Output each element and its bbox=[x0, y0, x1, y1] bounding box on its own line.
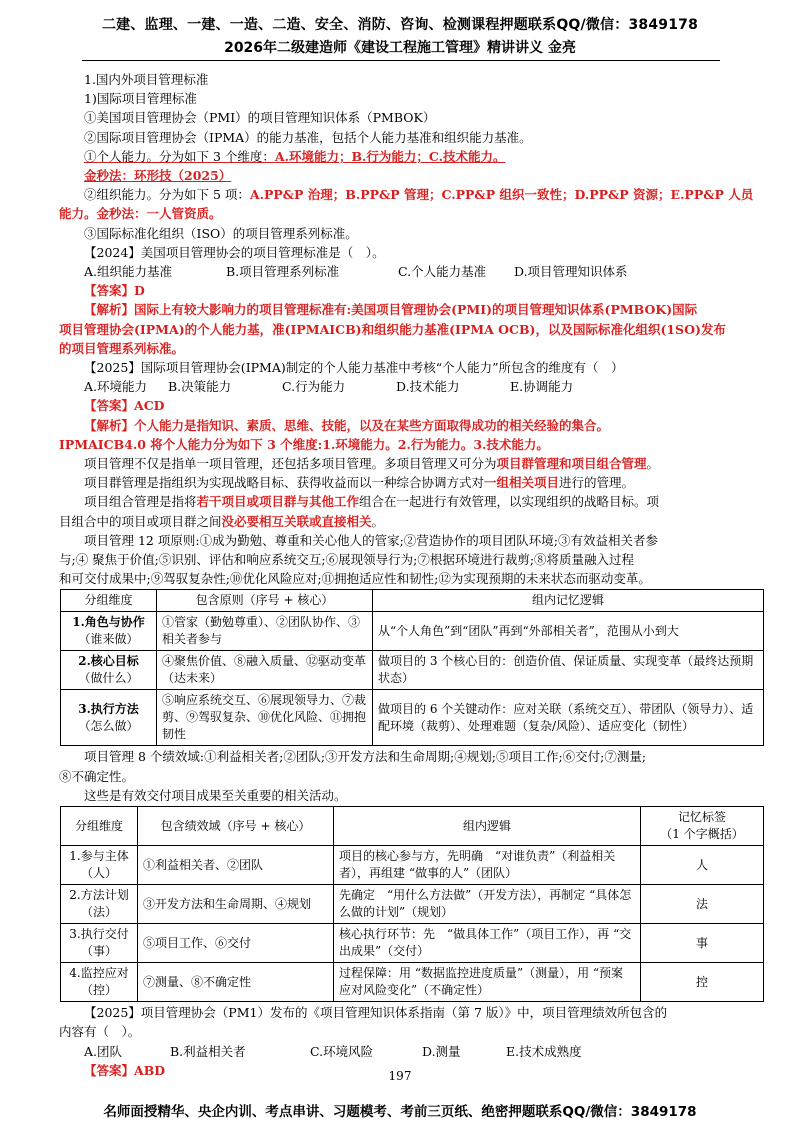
question-2025-pmbok-options bbox=[84, 1042, 764, 1061]
paragraph: ③国际标准化组织（ISO）的项目管理系列标准。 bbox=[84, 225, 358, 241]
option: A.团队 bbox=[84, 1043, 123, 1059]
question-2025-stem: 【2025】国际项目管理协会(IPMA)制定的个人能力基准中考核“个人能力”所包含的维度有（ ） bbox=[84, 360, 624, 376]
table-cell: ⑤项目工作、⑥交付 bbox=[138, 924, 334, 963]
paragraph-portfolio-mgmt: 项目组合管理是指将若干项目或项目群与其他工作组合在一起进行有效管理，以实现组织的战略目标。项 bbox=[84, 494, 660, 510]
option: D.测量 bbox=[422, 1043, 461, 1059]
table-row bbox=[61, 846, 764, 885]
table-cell: 事 bbox=[641, 924, 764, 963]
option: E.技术成熟度 bbox=[506, 1043, 582, 1059]
answer-2024: 【答案】D bbox=[84, 283, 145, 299]
answer-2025-pmbok: 【答案】ABD bbox=[84, 1062, 166, 1078]
table-cell: ①管家（勤勉尊重）、②团队协作、③相关者参与 bbox=[157, 612, 373, 651]
analysis-2025-cont: IPMAICB4.0 将个人能力分为如下 3 个维度:1.环境能力。2.行为能力。3.技术能力。 bbox=[59, 436, 549, 452]
table-cell: 2.核心目标 （做什么） bbox=[61, 651, 157, 690]
page-number: 197 bbox=[388, 1069, 412, 1083]
table-cell: 核心执行环节：先 “做具体工作”（项目工作），再 “交出成果”（交付） bbox=[334, 924, 641, 963]
table-cell: 1.角色与协作 （谁来做） bbox=[61, 612, 157, 651]
table-cell: 过程保障：用 “数据监控进度质量”（测量），用 “预案应对风险变化”（不确定性） bbox=[334, 963, 641, 1002]
answer-2025: 【答案】ACD bbox=[84, 398, 165, 414]
analysis-2024-cont: 的项目管理系列标准。 bbox=[59, 340, 185, 356]
table-cell: ⑤响应系统交互、⑥展现领导力、⑦裁剪、⑨驾驭复杂、⑩优化风险、⑪拥抱韧性 bbox=[157, 690, 373, 746]
table-header-row bbox=[61, 590, 764, 612]
table-cell: 控 bbox=[641, 963, 764, 1002]
paragraph-12-principles-cont: 和可交付成果中;⑨驾驭复杂性;⑩优化风险应对;⑪拥抱适应性和韧性;⑫为实现预期的未来状态而驱动变革。 bbox=[59, 571, 651, 587]
paragraph-multi-project: 项目管理不仅是指单一项目管理，还包括多项目管理。多项目管理又可分为项目群管理和项目组合管理。 bbox=[84, 456, 660, 472]
table-cell: 3.执行方法 （怎么做） bbox=[61, 690, 157, 746]
option: D.项目管理知识体系 bbox=[514, 264, 628, 280]
table-cell: 人 bbox=[641, 846, 764, 885]
performance-domains-table bbox=[60, 806, 764, 1002]
question-2025-pmbok-stem-cont: 内容有（ ）。 bbox=[59, 1024, 141, 1040]
table-row bbox=[61, 924, 764, 963]
table-row bbox=[61, 651, 764, 690]
paragraph-org-ability: ②组织能力。分为如下 5 项：A.PP&P 治理；B.PP&P 管理；C.PP&P 组织一致性；D.PP&P 资源；E.PP&P 人员 bbox=[84, 187, 754, 203]
option: C.行为能力 bbox=[282, 379, 346, 395]
paragraph: ②国际项目管理协会（IPMA）的能力基准，包括个人能力基准和组织能力基准。 bbox=[84, 129, 532, 145]
paragraph-individual-ability: ①个人能力。分为如下 3 个维度：A.环境能力；B.行为能力；C.技术能力。 bbox=[84, 148, 506, 164]
paragraph-8-domains: 项目管理 8 个绩效域:①利益相关者;②团队;③开发方法和生命周期;④规划;⑤项目工作;⑥交付;⑦测量; bbox=[84, 749, 647, 765]
paragraph-12-principles: 项目管理 12 项原则:①成为勤勉、尊重和关心他人的管家;②营造协作的项目团队环境;③有效益相关者参 bbox=[84, 532, 658, 548]
paragraph-org-ability-cont: 能力。金秒法：一人管资质。 bbox=[59, 206, 222, 222]
paragraph-12-principles-cont: 与;④ 聚焦于价值;⑤识别、评估和响应系统交互;⑥展现领导行为;⑦根据环境进行裁剪;⑧将质量融入过程 bbox=[59, 552, 635, 568]
subsection-heading: 1)国际项目管理标准 bbox=[84, 91, 197, 107]
table-header: 包含原则（序号 + 核心） bbox=[157, 590, 373, 612]
table-cell: 3.执行交付 （事） bbox=[61, 924, 138, 963]
table-cell: ⑦测量、⑧不确定性 bbox=[138, 963, 334, 1002]
option: C.个人能力基准 bbox=[398, 264, 487, 280]
analysis-2025: 【解析】个人能力是指知识、素质、思维、技能，以及在某些方面取得成功的相关经验的集合。 bbox=[84, 417, 610, 433]
document-title: 2026年二级建造师《建设工程施工管理》精讲讲义 金亮 bbox=[224, 40, 576, 56]
table-row bbox=[61, 612, 764, 651]
option: A.环境能力 bbox=[84, 379, 148, 395]
analysis-2024: 【解析】国际上有较大影响力的项目管理标准有:美国项目管理协会(PMI)的项目管理知识体系(PMBOK)国际 bbox=[84, 302, 698, 318]
table-header: 记忆标签 （1 个字概括） bbox=[641, 807, 764, 846]
table-header: 分组维度 bbox=[61, 590, 157, 612]
paragraph: ①美国项目管理协会（PMI）的项目管理知识体系（PMBOK） bbox=[84, 110, 436, 126]
header-contact-line: 二建、监理、一建、一造、二造、安全、消防、咨询、检测课程押题联系QQ/微信：3849178 bbox=[101, 17, 699, 33]
footer-contact-line: 名师面授精华、央企内训、考点串讲、习题模考、考前三页纸、绝密押题联系QQ/微信：3849178 bbox=[103, 1104, 697, 1120]
principles-table bbox=[60, 589, 764, 746]
table-cell: 4.监控应对 （控） bbox=[61, 963, 138, 1002]
table-cell: ④聚焦价值、⑧融入质量、⑫驱动变革（达未来） bbox=[157, 651, 373, 690]
table-cell: ①利益相关者、②团队 bbox=[138, 846, 334, 885]
table-cell: ③开发方法和生命周期、④规划 bbox=[138, 885, 334, 924]
paragraph: 这些是有效交付项目成果至关重要的相关活动。 bbox=[84, 787, 347, 803]
table-cell: 1.参与主体 （人） bbox=[61, 846, 138, 885]
option: D.技术能力 bbox=[396, 379, 460, 395]
table-cell: 2.方法计划 （法） bbox=[61, 885, 138, 924]
question-2025-pmbok-stem: 【2025】项目管理协会（PM1）发布的《项目管理知识体系指南（第 7 版）》中，项目管理绩效所包含的 bbox=[84, 1005, 668, 1021]
table-cell: 做项目的 6 个关键动作：应对关联（系统交互）、带团队（领导力）、适配环境（裁剪）、处理难题（复杂/风险）、适应变化（韧性） bbox=[373, 690, 764, 746]
table-row bbox=[61, 690, 764, 746]
table-header: 分组维度 bbox=[61, 807, 138, 846]
mnemonic-1: 金秒法：环形技（2025） bbox=[84, 168, 232, 184]
table-header: 组内逻辑 bbox=[334, 807, 641, 846]
table-row bbox=[61, 885, 764, 924]
paragraph-program-mgmt: 项目群管理是指组织为实现战略目标、获得收益而以一种综合协调方式对一组相关项目进行的管理。 bbox=[84, 475, 635, 491]
table-row bbox=[61, 963, 764, 1002]
table-cell: 先确定 “用什么方法做”（开发方法），再制定 “具体怎么做的计划”（规划） bbox=[334, 885, 641, 924]
option: B.项目管理系列标准 bbox=[226, 264, 340, 280]
section-heading: 1.国内外项目管理标准 bbox=[84, 72, 209, 87]
question-2024-stem: 【2024】美国项目管理协会的项目管理标准是（ ）。 bbox=[84, 244, 385, 260]
option: C.环境风险 bbox=[310, 1043, 374, 1059]
header-divider bbox=[82, 60, 720, 61]
option: B.决策能力 bbox=[168, 379, 232, 395]
table-header-row bbox=[61, 807, 764, 846]
question-2025-options bbox=[84, 377, 764, 396]
option: A.组织能力基准 bbox=[84, 264, 173, 280]
table-cell: 法 bbox=[641, 885, 764, 924]
table-cell: 做项目的 3 个核心目的：创造价值、保证质量、实现变革（最终达预期状态） bbox=[373, 651, 764, 690]
page-content bbox=[59, 70, 764, 1080]
option: B.利益相关者 bbox=[170, 1043, 246, 1059]
question-2024-options bbox=[84, 262, 764, 281]
table-cell: 从“个人角色”到“团队”再到“外部相关者”，范围从小到大 bbox=[373, 612, 764, 651]
option: E.协调能力 bbox=[510, 379, 574, 395]
table-header: 包含绩效域（序号 + 核心） bbox=[138, 807, 334, 846]
table-header: 组内记忆逻辑 bbox=[373, 590, 764, 612]
paragraph-8-domains-cont: ⑧不确定性。 bbox=[59, 768, 135, 784]
analysis-2024-cont: 项目管理协会(IPMA)的个人能力基，准(IPMAICB)和组织能力基准(IPMA OCB)，以及国际标准化组织(1SO)发布 bbox=[59, 321, 726, 337]
paragraph-portfolio-mgmt-cont: 目组合中的项目或项目群之间没必要相互关联或直接相关。 bbox=[59, 513, 385, 529]
table-cell: 项目的核心参与方，先明确 “对谁负责”（利益相关者），再组建 “做事的人”（团队） bbox=[334, 846, 641, 885]
